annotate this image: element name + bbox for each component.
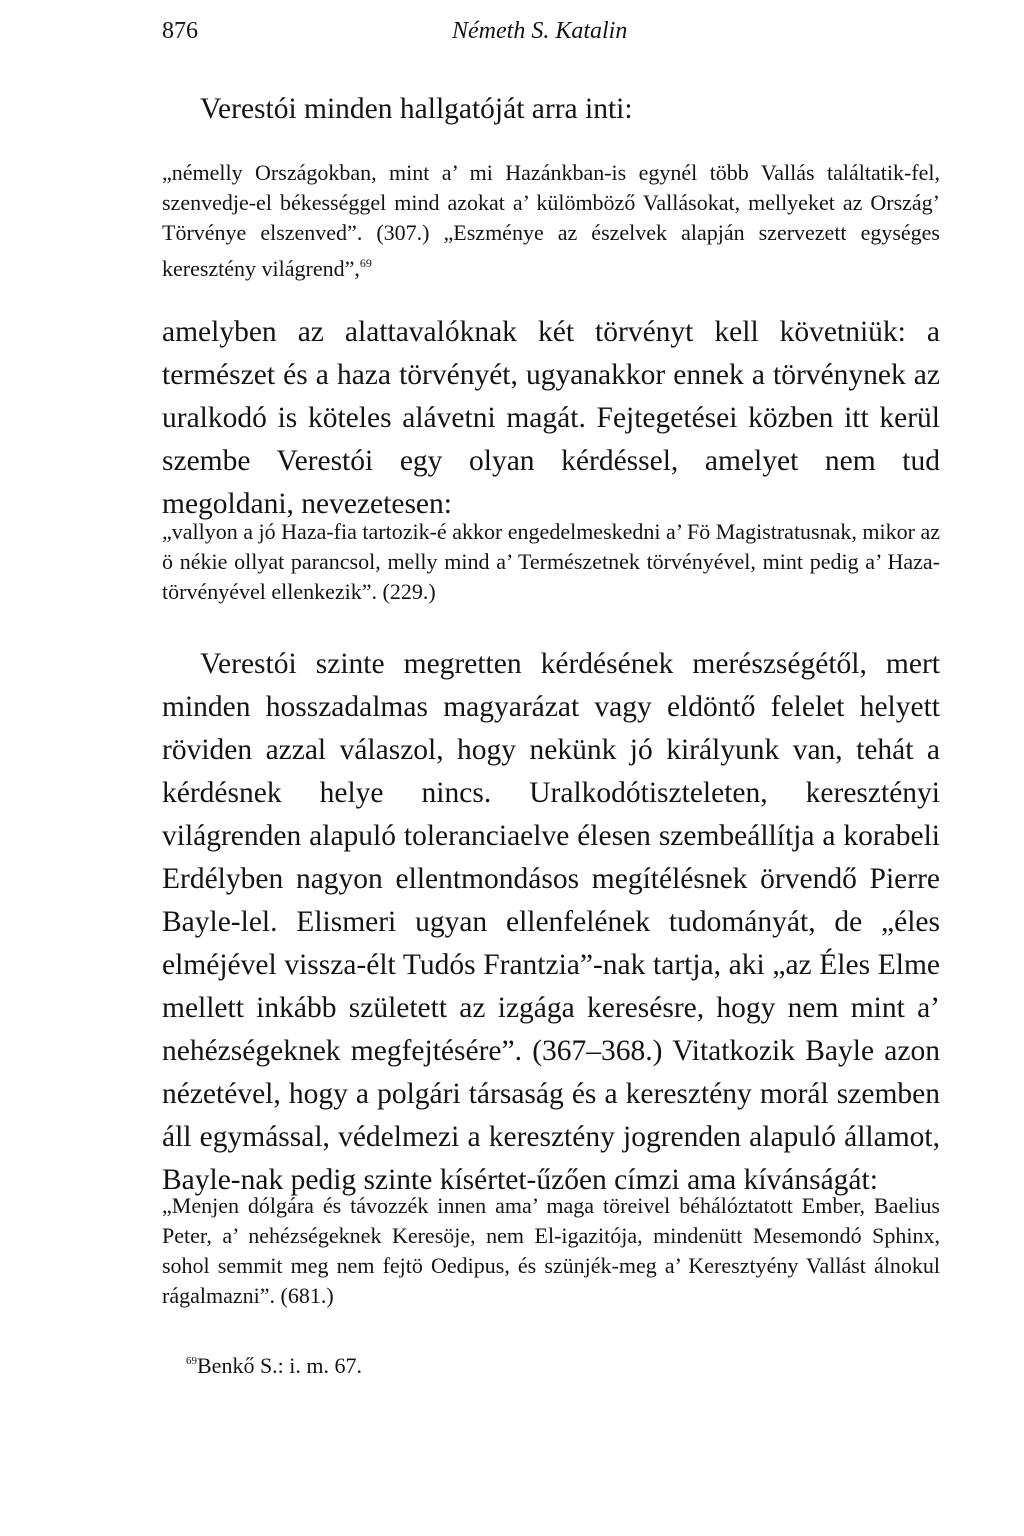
footnote-number: 69	[186, 1355, 197, 1367]
running-title: Németh S. Katalin	[452, 18, 628, 44]
footnote	[186, 1351, 362, 1381]
body-paragraph-2: amelyben az alattavalóknak két törvényt kell követniük: a természet és a haza törvényét, ugyanakkor ennek a törvénynek az uralkodó is köteles alávetni magát. Fejtegetései közben itt kerül szembe Verestói egy olyan kérdéssel, amelyet nem tud megoldani, nevezetesen:	[162, 316, 940, 520]
block-quote-2: „vallyon a jó Haza-fia tartozik-é akkor engedelmeskedni a’ Fö Magistratusnak, mikor az ö nékie ollyat parancsol, melly mind a’ Természetnek törvényével, mint pedig a’ Haza-törvényével ellenkezik”. (229.)	[162, 519, 940, 604]
body-paragraph-3: Verestói szinte megretten kérdésének merészségétől, mert minden hosszadalmas magyarázat vagy eldöntő felelet helyett röviden azzal válaszol, hogy nekünk jó királyunk van, tehát a kérdésnek helye nincs. Uralkodótiszteleten, keresztényi világrenden alapuló toleranciaelve élesen szembeállítja a korabeli Erdélyben nagyon ellentmondásos megítélésnek örvendő Pierre Bayle-lel. Elismeri ugyan ellenfelének tudományát, de „éles elméjével vissza-élt Tudós Frantzia”-nak tartja, aki „az Éles Elme mellett inkább született az izgága keresésre, hogy nem mint a’ nehézségeknek megfejtésére”. (367–368.) Vitatkozik Bayle azon nézetével, hogy a polgári társaság és a keresztény morál szemben áll egymással, védelmezi a keresztény jogrenden alapuló államot, Bayle-nak pedig szinte kísértet-űzően címzi ama kívánságát:	[162, 648, 940, 1196]
page-header	[162, 18, 942, 50]
footnote-reference: 69	[359, 256, 372, 270]
block-quote-3: „Menjen dólgára és távozzék innen ama’ maga töreivel béhálóztatott Ember, Baelius Peter, a’ nehézségeknek Keresöje, nem El-igazitója, mindenütt Mesemondó Sphinx, sohol semmit meg nem fejtö Oedipus, és szünjék-meg a’ Keresztyény Vallást álnokul rágalmazni”. (681.)	[162, 1193, 940, 1308]
intro-paragraph: Verestói minden hallgatóját arra inti:	[200, 93, 633, 125]
footnote-text: Benkő S.: i. m. 67.	[197, 1353, 363, 1378]
page-number: 876	[162, 18, 198, 44]
block-quote-1-text: „némelly Országokban, mint a’ mi Hazánkban-is egynél több Vallás találtatik-fel, szenvedje-el békességgel mind azokat a’ külömböző Vallásokat, mellyeket az Ország’ Törvénye elszenved”. (307.) „Eszménye az észelvek alapján szervezett egységes keresztény világrend”,	[162, 160, 940, 281]
block-quote-1	[162, 158, 940, 284]
